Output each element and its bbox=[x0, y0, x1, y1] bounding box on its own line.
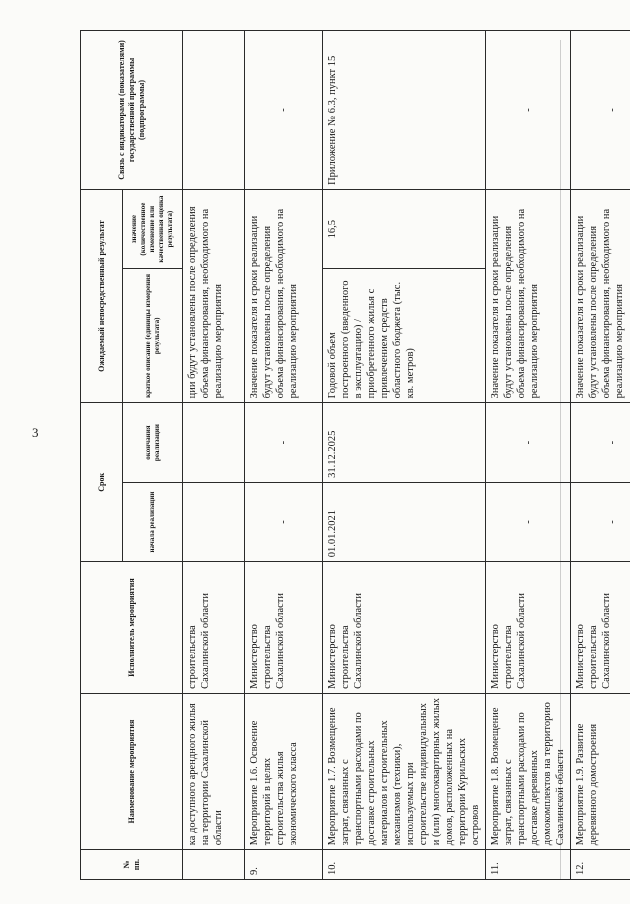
row-start bbox=[183, 482, 245, 561]
page-number: 3 bbox=[32, 425, 39, 440]
row-num: 11. bbox=[486, 850, 571, 880]
row-end: - bbox=[245, 403, 323, 482]
header-term-start: начала реализации bbox=[123, 482, 183, 561]
row-end: 31.12.2025 bbox=[323, 403, 486, 482]
header-result: Ожидаемый непосредственный результат bbox=[81, 189, 123, 402]
row-executor: Министерство строительства Сахалинской области bbox=[323, 562, 486, 694]
row-executor: Министерство строительства Сахалинской области bbox=[245, 562, 323, 694]
row-start: - bbox=[486, 482, 571, 561]
row-executor: Министерство строительства Сахалинской области bbox=[571, 562, 630, 694]
row-link: - bbox=[571, 31, 630, 190]
row-start: - bbox=[571, 482, 630, 561]
row-link: - bbox=[486, 31, 571, 190]
table-row bbox=[183, 31, 245, 880]
row-desc: Значение показателя и сроки реализации будут установлены после определения объема финансирования, необходимого на реализацию мероприятия bbox=[245, 189, 323, 402]
row-link: - bbox=[245, 31, 323, 190]
row-value: 16,5 bbox=[323, 189, 486, 268]
table-row bbox=[245, 31, 323, 880]
row-executor: строительства Сахалинской области bbox=[183, 562, 245, 694]
header-executor: Исполнитель мероприятия bbox=[81, 562, 183, 694]
row-start: - bbox=[245, 482, 323, 561]
header-term-end: окончания реализации bbox=[123, 403, 183, 482]
header-term: Срок bbox=[81, 403, 123, 562]
row-end: - bbox=[486, 403, 571, 482]
row-name: ка доступного арендного жилья на территории Сахалинской области bbox=[183, 693, 245, 849]
row-link bbox=[183, 31, 245, 190]
header-num: № пп. bbox=[81, 850, 183, 880]
row-name: Мероприятие 1.7. Возмещение затрат, связанных с транспортными расходами по доставке строительных материалов и строительных механизмов (техники), используемых при строительстве индивидуальных и (или) многоквартирных жилых домов, расположенных на территории Курильских островов bbox=[323, 693, 486, 849]
table-row bbox=[323, 31, 486, 880]
row-desc: Годовой объем построенного (введенного в эксплуатацию) / приобретенного жилья с привлечением средств областного бюджета (тыс. кв. метров) bbox=[323, 269, 486, 403]
header-result-value: значение (количественное изменение или качественная оценка результата) bbox=[123, 189, 183, 268]
row-num bbox=[183, 850, 245, 880]
row-name: Мероприятие 1.6. Освоение территорий в целях строительства жилья экономического класса bbox=[245, 693, 323, 849]
row-desc: Значение показателя и сроки реализации будут установлены после определения объема финансирования, необходимого на реализацию мероприятия bbox=[486, 189, 571, 402]
row-num: 12. bbox=[571, 850, 630, 880]
row-num: 10. bbox=[323, 850, 486, 880]
row-link: Приложение № 6.3, пункт 15 bbox=[323, 31, 486, 190]
header-result-desc: краткое описание (единицы измерения результата) bbox=[123, 269, 183, 403]
table-row bbox=[486, 31, 571, 880]
row-num: 9. bbox=[245, 850, 323, 880]
row-start: 01.01.2021 bbox=[323, 482, 486, 561]
row-end: - bbox=[571, 403, 630, 482]
row-executor: Министерство строительства Сахалинской области bbox=[486, 562, 571, 694]
table-row bbox=[571, 31, 630, 880]
header-name: Наименование мероприятия bbox=[81, 693, 183, 849]
row-desc: Значение показателя и сроки реализации будут установлены после определения объема финансирования, необходимого на реализацию мероприятия bbox=[571, 189, 630, 402]
rotated-table-container bbox=[80, 30, 625, 880]
row-desc: ции будут установлены после определения объема финансирования, необходимого на реализацию мероприятия bbox=[183, 189, 245, 402]
row-name: Мероприятие 1.9. Развитие деревянного домостроения bbox=[571, 693, 630, 849]
header-link: Связь с индикаторами (показателями) государственной программы (подпрограммы) bbox=[81, 31, 183, 190]
row-end bbox=[183, 403, 245, 482]
row-name: Мероприятие 1.8. Возмещение затрат, связанных с транспортными расходами по доставке деревянных домокомплектов на территорию Сахалинской области bbox=[486, 693, 571, 849]
measures-table bbox=[80, 30, 630, 880]
